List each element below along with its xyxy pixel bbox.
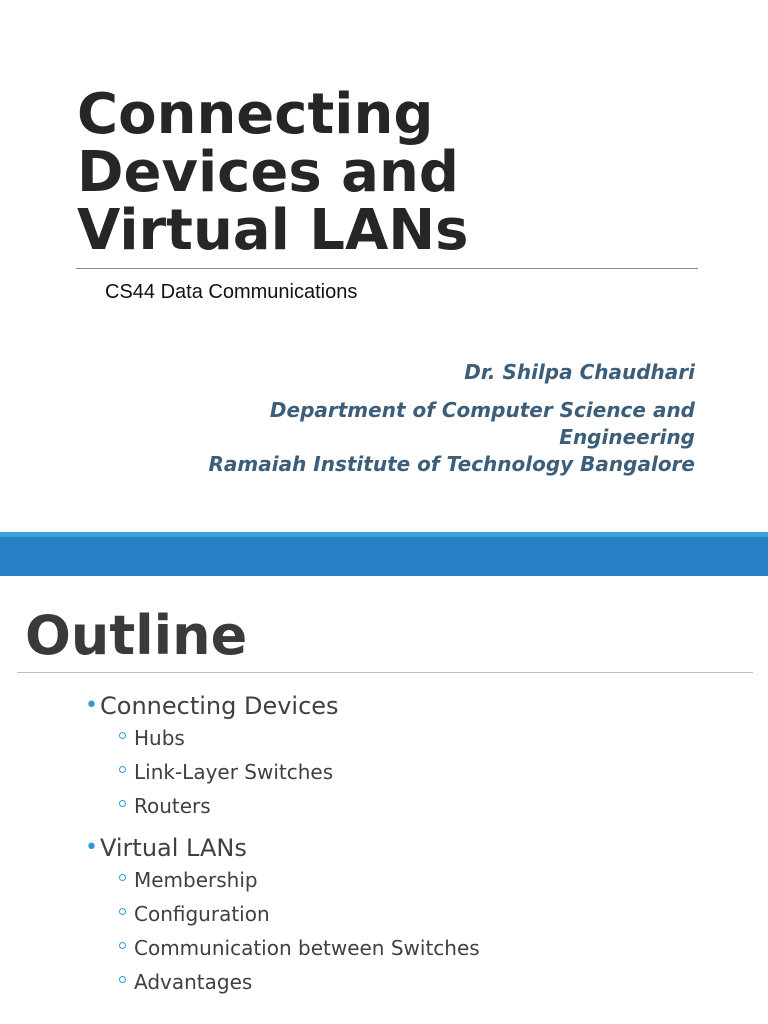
outline-subitem <box>100 758 505 786</box>
bullet-ring-icon <box>119 908 126 915</box>
title-line: Virtual LANs <box>77 198 469 263</box>
outline-subitem <box>100 934 505 962</box>
outline-subitem-label: Membership <box>134 868 258 892</box>
outline-title: Outline <box>25 604 248 667</box>
bullet-dot-icon: • <box>85 835 98 860</box>
department-line: Department of Computer Science and <box>269 398 695 422</box>
outline-sublist <box>100 724 505 820</box>
author-block <box>95 359 695 478</box>
outline-slide <box>0 576 768 1024</box>
outline-subitem <box>100 900 505 928</box>
outline-divider <box>17 672 753 673</box>
bullet-ring-icon <box>119 874 126 881</box>
outline-sublist <box>100 866 505 996</box>
title-line: Devices and <box>77 140 459 205</box>
slide-separator-highlight <box>0 532 768 537</box>
outline-subitem <box>100 968 505 996</box>
outline-list <box>85 690 505 1008</box>
outline-subitem <box>100 866 505 894</box>
outline-subitem-label: Advantages <box>134 970 253 994</box>
bullet-ring-icon <box>119 732 126 739</box>
outline-item-label: Virtual LANs <box>100 834 247 862</box>
course-subtitle: CS44 Data Communications <box>105 281 358 303</box>
outline-subitem-label: Hubs <box>134 726 185 750</box>
outline-subitem-label: Communication between Switches <box>134 936 480 960</box>
outline-subitem <box>100 724 505 752</box>
title-divider <box>76 268 698 269</box>
title-line: Connecting <box>77 82 434 147</box>
bullet-ring-icon <box>119 766 126 773</box>
outline-item-label: Connecting Devices <box>100 692 339 720</box>
outline-item <box>85 690 505 820</box>
department-line: Engineering <box>559 425 695 449</box>
institute-name: Ramaiah Institute of Technology Bangalore <box>208 452 695 476</box>
outline-subitem <box>100 792 505 820</box>
bullet-ring-icon <box>119 942 126 949</box>
slide-separator-band <box>0 532 768 576</box>
outline-subitem-label: Configuration <box>134 902 270 926</box>
presentation-title <box>77 82 697 263</box>
bullet-dot-icon: • <box>85 693 98 718</box>
bullet-ring-icon <box>119 976 126 983</box>
author-name: Dr. Shilpa Chaudhari <box>464 360 695 384</box>
outline-item <box>85 832 505 996</box>
outline-subitem-label: Link-Layer Switches <box>134 760 334 784</box>
bullet-ring-icon <box>119 800 126 807</box>
outline-subitem-label: Routers <box>134 794 211 818</box>
